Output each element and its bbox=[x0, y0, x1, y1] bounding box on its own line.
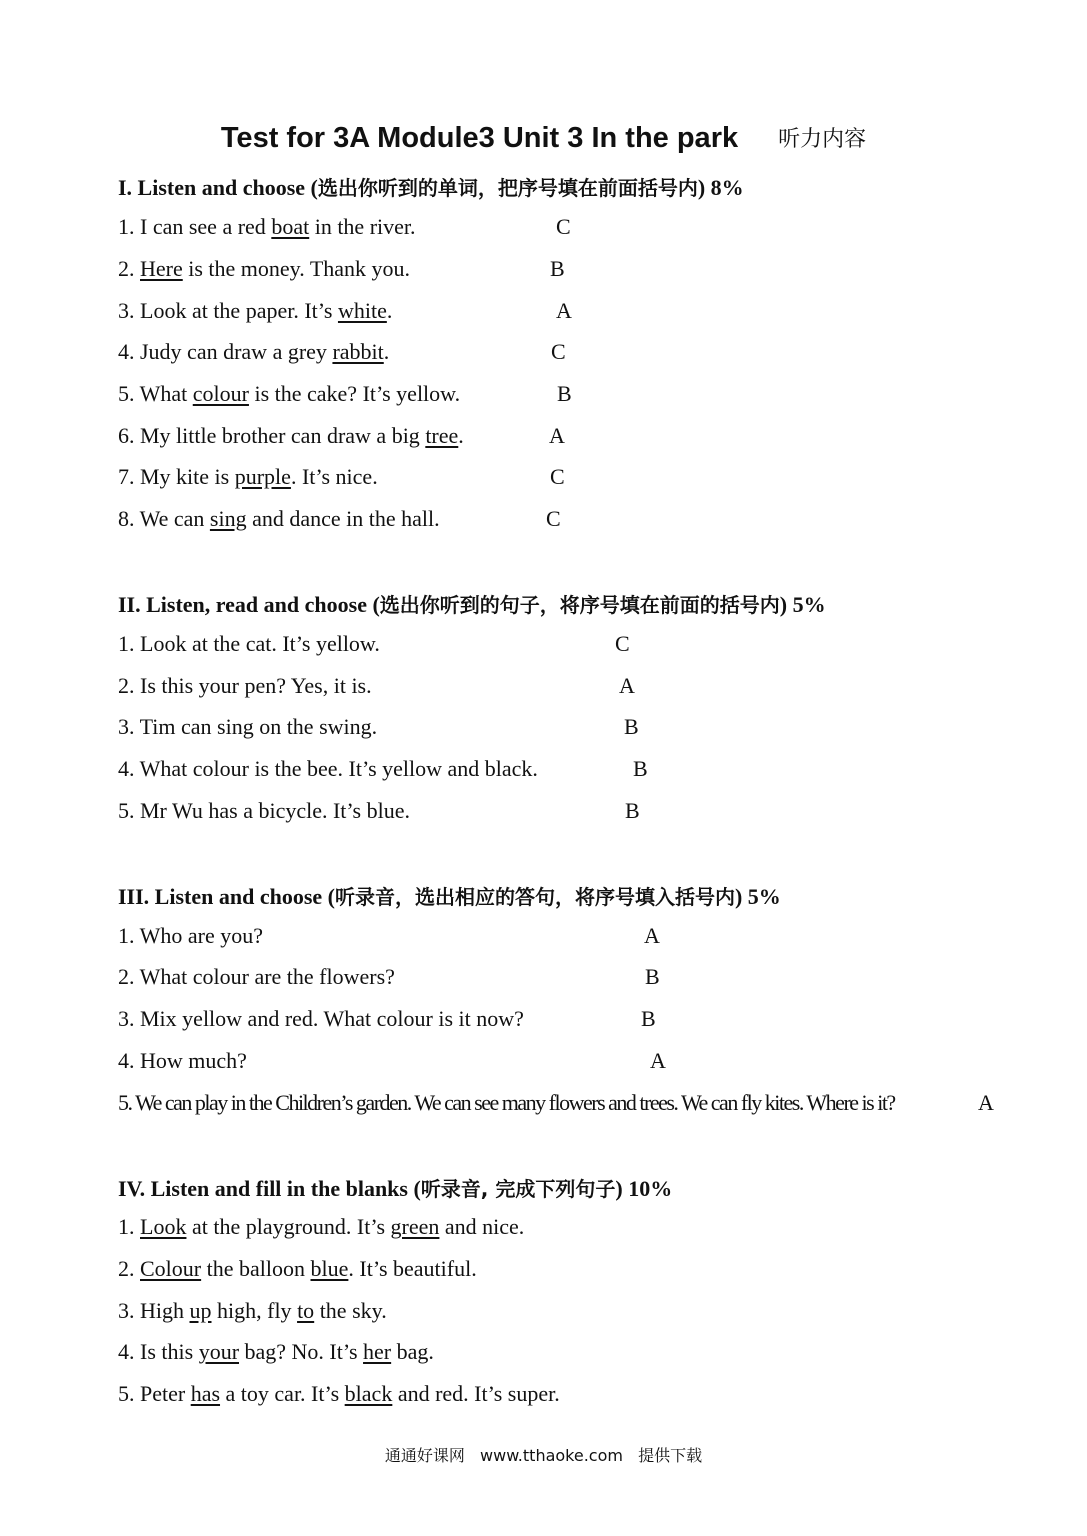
section-1-item-7: 7. My kite is purple. It’s nice. bbox=[118, 464, 378, 489]
section-3-item-1: 1. Who are you? bbox=[118, 923, 263, 948]
section-1-item-4: 4. Judy can draw a grey rabbit. bbox=[118, 339, 390, 364]
section-2-item-4: 4. What colour is the bee. It’s yellow and black. bbox=[118, 756, 538, 781]
section-1-answer-2: B bbox=[550, 256, 565, 281]
section-2-item-5: 5. Mr Wu has a bicycle. It’s blue. bbox=[118, 798, 410, 823]
section-4-item-3: 3. High up high, fly to the sky. bbox=[118, 1298, 387, 1323]
section-2-answer-3: B bbox=[624, 714, 639, 739]
footer bbox=[0, 1443, 1087, 1466]
section-3-answer-1: A bbox=[644, 923, 660, 948]
section-1-answer-7: C bbox=[550, 464, 565, 489]
section-3-answer-5: A bbox=[978, 1090, 994, 1115]
section-1-answer-5: B bbox=[557, 381, 572, 406]
section-3-item-5: 5. We can play in the Children’s garden. We can see many flowers and trees. We can fly kites. Where is it? bbox=[118, 1090, 895, 1115]
section-1-item-1: 1. I can see a red boat in the river. bbox=[118, 214, 416, 239]
section-3-item-2: 2. What colour are the flowers? bbox=[118, 964, 395, 989]
section-2-heading: II. Listen, read and choose (选出你听到的句子，将序号填在前面的括号内) 5% bbox=[118, 592, 826, 617]
footer-url[interactable]: www.tthaoke.com bbox=[480, 1446, 623, 1465]
section-2-answer-2: A bbox=[619, 673, 635, 698]
section-2-answer-5: B bbox=[625, 798, 640, 823]
section-1-answer-1: C bbox=[556, 214, 571, 239]
section-2-answer-4: B bbox=[633, 756, 648, 781]
section-4-heading: IV. Listen and fill in the blanks (听录音, 完成下列句子) 10% bbox=[118, 1176, 673, 1201]
section-3-heading: III. Listen and choose (听录音，选出相应的答句，将序号填入括号内) 5% bbox=[118, 884, 781, 909]
section-3-answer-2: B bbox=[645, 964, 660, 989]
section-1-item-5: 5. What colour is the cake? It’s yellow. bbox=[118, 381, 461, 406]
section-1-answer-6: A bbox=[549, 423, 565, 448]
page-title bbox=[0, 122, 1087, 155]
section-1-answer-4: C bbox=[551, 339, 566, 364]
section-2-item-2: 2. Is this your pen? Yes, it is. bbox=[118, 673, 372, 698]
footer-note: 提供下载 bbox=[638, 1446, 703, 1465]
section-1-answer-8: C bbox=[546, 506, 561, 531]
section-4-item-5: 5. Peter has a toy car. It’s black and red. It’s super. bbox=[118, 1381, 560, 1406]
section-3-answer-4: A bbox=[650, 1048, 666, 1073]
section-1-item-6: 6. My little brother can draw a big tree. bbox=[118, 423, 464, 448]
section-3-answer-3: B bbox=[641, 1006, 656, 1031]
section-4-item-2: 2. Colour the balloon blue. It’s beautiful. bbox=[118, 1256, 477, 1281]
section-2-item-3: 3. Tim can sing on the swing. bbox=[118, 714, 378, 739]
title-main: Test for 3A Module3 Unit 3 In the park bbox=[220, 122, 739, 154]
section-2-answer-1: C bbox=[615, 631, 630, 656]
section-4-item-4: 4. Is this your bag? No. It’s her bag. bbox=[118, 1339, 434, 1364]
section-1-item-8: 8. We can sing and dance in the hall. bbox=[118, 506, 440, 531]
section-2-item-1: 1. Look at the cat. It’s yellow. bbox=[118, 631, 380, 656]
section-3-item-4: 4. How much? bbox=[118, 1048, 247, 1073]
section-1-answer-3: A bbox=[556, 298, 572, 323]
section-4-item-1: 1. Look at the playground. It’s green and nice. bbox=[118, 1214, 525, 1239]
section-1-item-3: 3. Look at the paper. It’s white. bbox=[118, 298, 393, 323]
section-1-item-2: 2. Here is the money. Thank you. bbox=[118, 256, 411, 281]
title-sub: 听力内容 bbox=[778, 127, 867, 152]
section-3-item-3: 3. Mix yellow and red. What colour is it now? bbox=[118, 1006, 524, 1031]
section-1-heading: I. Listen and choose (选出你听到的单词，把序号填在前面括号内) 8% bbox=[118, 175, 744, 200]
footer-site-name: 通通好课网 bbox=[384, 1446, 465, 1465]
